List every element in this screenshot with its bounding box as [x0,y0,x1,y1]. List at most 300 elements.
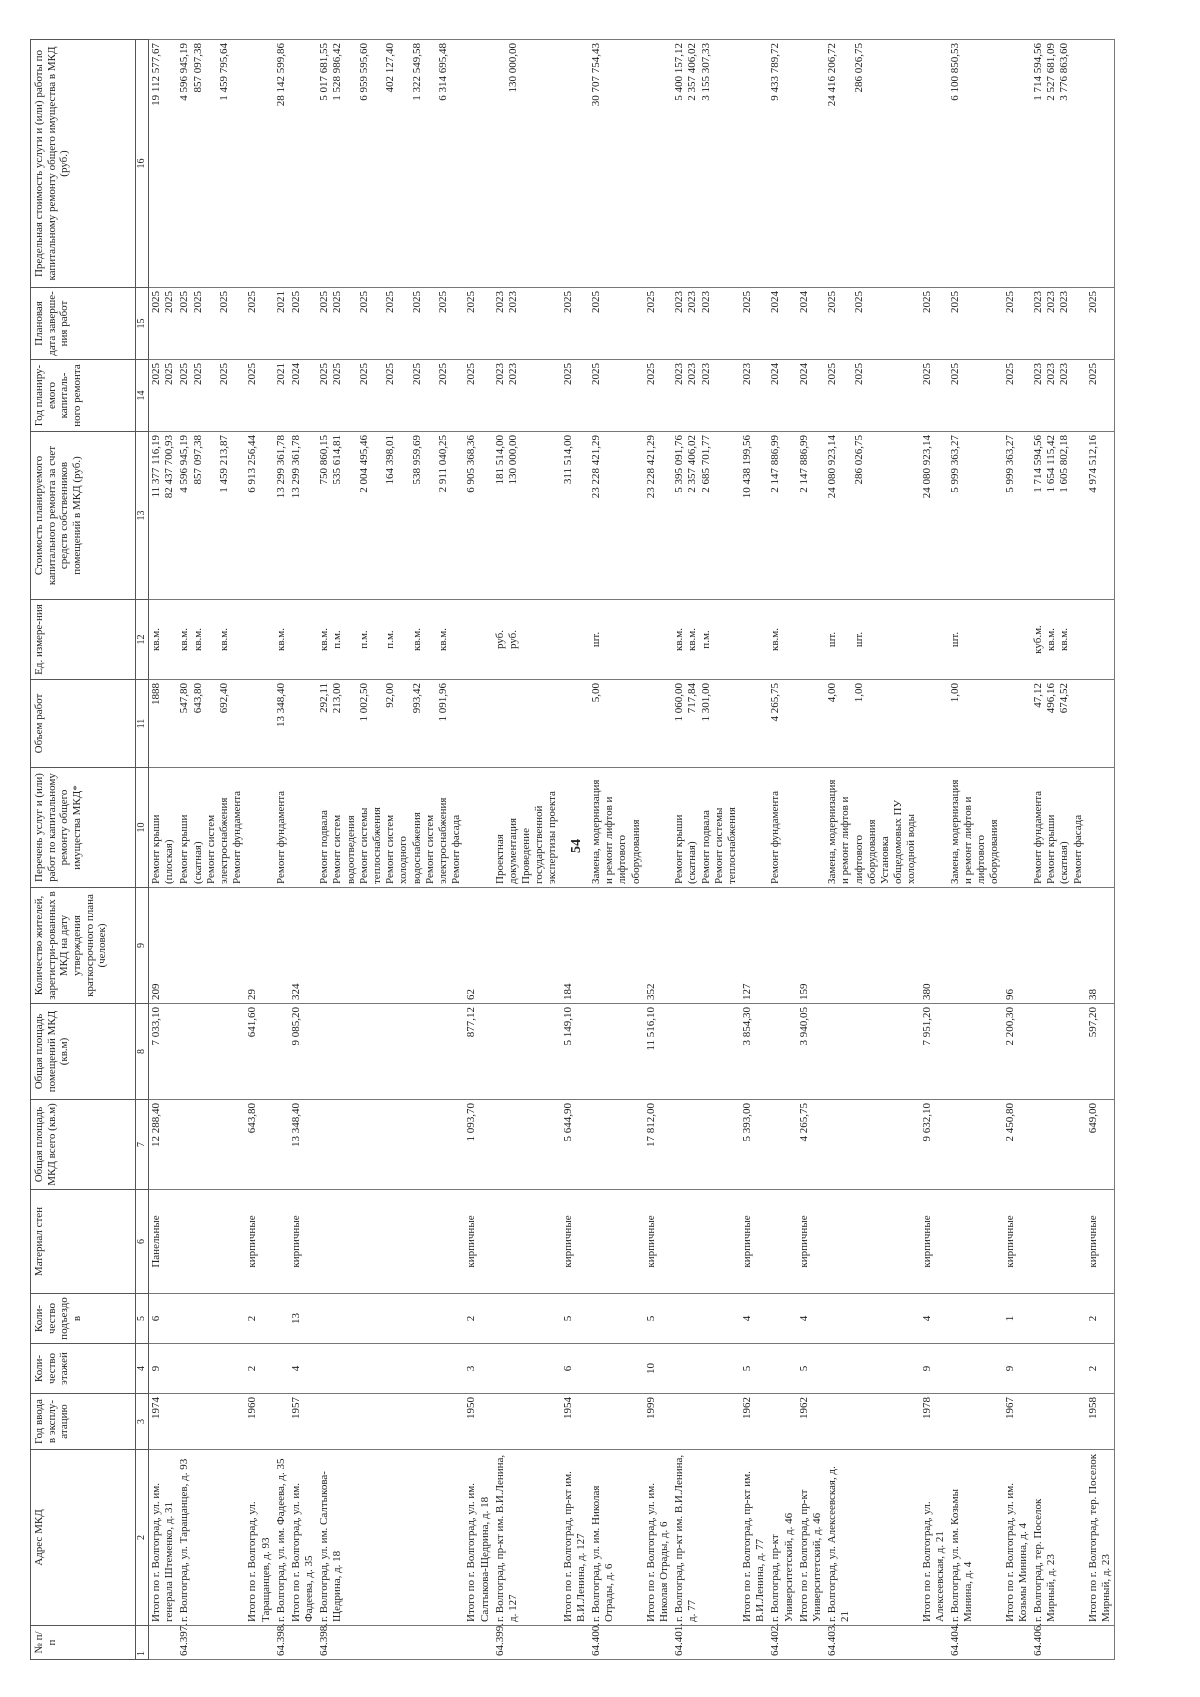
table-row [825,40,919,1660]
work-cell-line: Ремонт систем холодного водоснабжения [384,812,423,884]
premises-area-cell [1031,1004,1086,1100]
premises-area-cell [274,1004,289,1100]
column-header: Коли-чество этажей [31,1344,136,1394]
row-number [464,1626,492,1660]
limit-cost-cell-line: 3 155 307,33 [699,43,712,101]
row-number [1003,1626,1031,1660]
volume-cell-line [205,683,218,764]
year-cell: 1958 [1086,1394,1115,1450]
volume-cell-line: 643,80 [191,683,204,714]
address-cell: Итого по г. Волгоград, ул. им. генерала Штеменко, д. 31 [149,1450,178,1626]
address-cell: Итого по г. Волгоград, ул. им. Фадеева, д. 35 [289,1450,317,1626]
completion-cell [768,288,796,360]
cost-cell-line [397,435,410,596]
column-number: 9 [136,888,149,1004]
column-number: 4 [136,1344,149,1394]
volume-cell-line: 13 348,40 [274,683,287,727]
table-row [768,40,796,1660]
floors-cell [589,1344,644,1394]
planned-year-cell-line: 2023 [1058,363,1071,385]
planned-year-cell-line: 2023 [493,363,506,385]
planned-year-cell-line: 2025 [191,363,204,385]
unit-cell [1086,600,1115,680]
entrances-cell: 13 [289,1294,317,1344]
floors-cell: 9 [149,1344,178,1394]
unit-cell-line: кв.м. [274,628,287,651]
volume-cell-line: 213,00 [331,683,344,714]
limit-cost-cell [274,40,289,288]
volume-cell [493,680,561,768]
unit-cell-line: руб. [506,629,519,650]
volume-cell [1003,680,1031,768]
table-row [274,40,289,1660]
planned-year-cell-line: 2025 [644,363,657,385]
cost-cell-line: 23 228 421,29 [590,435,602,499]
unit-cell-line: куб.м. [1032,625,1044,654]
row-number: 64.402. [768,1626,796,1660]
volume-cell-line: 496,16 [1045,683,1058,714]
volume-cell [289,680,317,768]
entrances-cell [672,1294,740,1344]
premises-area-cell: 11 516,10 [644,1004,672,1100]
planned-year-cell [274,360,289,432]
planned-year-cell-line [371,363,384,428]
row-number [1086,1626,1115,1660]
completion-cell-line: 2025 [178,291,191,313]
column-number: 7 [136,1100,149,1190]
cost-cell-line: 1 714 594,56 [1032,435,1044,493]
material-cell: Панельные [149,1190,178,1294]
work-cell [177,768,245,888]
address-cell: Итого по г. Волгоград, пр-кт Университетский, д. 46 [797,1450,825,1626]
row-number [561,1626,589,1660]
volume-cell-line: 5,00 [590,683,602,703]
planned-year-cell [948,360,1003,432]
floors-cell [274,1344,289,1394]
year-cell: 1962 [740,1394,768,1450]
planned-year-cell [797,360,825,432]
volume-cell-line: 1888 [150,683,162,705]
cost-cell [149,432,178,600]
premises-area-cell: 3 854,30 [740,1004,768,1100]
cost-cell-line: 286 026,75 [852,435,865,485]
floors-cell [317,1344,464,1394]
premises-area-cell [493,1004,561,1100]
cost-cell-line: 5 395 091,76 [673,435,686,493]
entrances-cell: 4 [797,1294,825,1344]
work-cell-line: Замена, модернизация и ремонт лифтов и лифтового оборудования [590,779,642,884]
planned-year-cell-line [397,363,410,428]
work-cell-line: Замена, модернизация и ремонт лифтов и лифтового оборудования [948,779,1001,884]
limit-cost-cell-line: 130 000,00 [506,43,519,93]
volume-cell-line [839,683,852,764]
total-area-cell: 5 644,90 [561,1100,589,1190]
work-cell-line: Ремонт подвала [699,810,712,884]
work-cell [797,768,825,888]
cost-cell-line: 2 147 886,99 [769,435,782,493]
residents-cell [825,888,919,1004]
residents-cell: 209 [149,888,178,1004]
work-cell [920,768,948,888]
volume-cell-line: 1,00 [948,683,961,703]
floors-cell: 2 [245,1344,273,1394]
year-cell [948,1394,1003,1450]
column-number: 15 [136,288,149,360]
row-number: 64.398. [274,1626,289,1660]
material-cell [274,1190,289,1294]
unit-cell-line [371,603,384,676]
table-row [493,40,561,1660]
cost-cell-line: 1 459 213,87 [217,435,230,493]
work-cell [1031,768,1086,888]
row-number: 64.406. [1031,1626,1086,1660]
premises-area-cell: 641,60 [245,1004,273,1100]
unit-cell [797,600,825,680]
unit-cell-line: кв.м. [673,628,686,651]
completion-cell [740,288,768,360]
unit-cell [825,600,919,680]
entrances-cell: 2 [1086,1294,1115,1344]
cost-cell [825,432,919,600]
total-area-cell: 13 348,40 [289,1100,317,1190]
address-cell: г. Волгоград, пр-кт им. В.И.Ленина, д. 77 [672,1450,740,1626]
limit-cost-cell-line: 857 097,38 [191,43,204,93]
unit-cell [644,600,672,680]
volume-cell [177,680,245,768]
address-cell: Итого по г. Волгоград, ул. им. Козьмы Минина, д. 4 [1003,1450,1031,1626]
unit-cell-line [205,603,218,676]
floors-cell: 9 [1003,1344,1031,1394]
cost-cell [589,432,644,600]
completion-cell [493,288,561,360]
planned-year-cell-line [424,363,437,428]
unit-cell-line [424,603,437,676]
work-cell [740,768,768,888]
cost-cell [768,432,796,600]
planned-year-cell-line: 2025 [384,363,397,385]
completion-cell-line: 2025 [1003,291,1016,313]
work-cell-line: Ремонт крыши (скатная) [673,814,699,884]
cost-cell-line: 23 228 421,29 [644,435,657,499]
address-cell: Итого по г. Волгоград, пр-кт им. В.И.Ленина, д. 127 [561,1450,589,1626]
planned-year-cell-line: 2025 [920,363,933,385]
work-cell [149,768,178,888]
material-cell: кирпичные [797,1190,825,1294]
planned-year-cell-line [345,363,358,428]
limit-cost-cell-line: 6 959 595,60 [357,43,370,101]
limit-cost-cell [245,40,273,288]
unit-cell [1003,600,1031,680]
total-area-cell: 1 093,70 [464,1100,492,1190]
limit-cost-cell-line: 286 026,75 [852,43,865,93]
floors-cell [672,1344,740,1394]
column-header: Перечень услуг и (или) работ по капитальному ремонту общего имущества МКД* [31,768,136,888]
planned-year-cell [1031,360,1086,432]
year-cell: 1962 [797,1394,825,1450]
completion-cell-line: 2025 [826,291,839,313]
completion-cell [245,288,273,360]
planned-year-cell-line: 2023 [506,363,519,385]
planned-year-cell [561,360,589,432]
limit-cost-cell-line: 1 322 549,58 [410,43,423,101]
limit-cost-cell-line: 5 017 681,55 [318,43,331,101]
column-header: Общая площадь МКД всего (кв.м) [31,1100,136,1190]
cost-cell-line: 535 614,81 [331,435,344,485]
floors-cell: 3 [464,1344,492,1394]
limit-cost-cell [1086,40,1115,288]
planned-year-cell-line: 2025 [561,363,574,385]
cost-cell-line: 11 377 116,19 [150,435,162,498]
volume-cell-line [371,683,384,764]
address-cell: г. Волгоград, ул. Алексеевская, д. 21 [825,1450,919,1626]
completion-cell-line: 2025 [948,291,961,313]
work-cell [768,768,796,888]
planned-year-cell [493,360,561,432]
floors-cell [493,1344,561,1394]
volume-cell [1031,680,1086,768]
completion-cell [1086,288,1115,360]
unit-cell [177,600,245,680]
entrances-cell [177,1294,245,1344]
table-body [149,40,1115,1660]
work-cell-line: Проектная документация [493,817,519,884]
unit-cell-line: кв.м. [217,628,230,651]
completion-cell-line: 2023 [493,291,506,313]
entrances-cell: 6 [149,1294,178,1344]
cost-cell [797,432,825,600]
planned-year-cell [672,360,740,432]
work-cell [825,768,919,888]
cost-cell [561,432,589,600]
planned-year-cell [464,360,492,432]
planned-year-cell-line: 2023 [686,363,699,385]
completion-cell-line: 2024 [797,291,810,313]
work-cell-line: Ремонт фундамента [274,790,287,884]
limit-cost-cell [317,40,464,288]
planned-year-cell-line: 2025 [410,363,423,385]
completion-cell [825,288,919,360]
volume-cell [589,680,644,768]
limit-cost-cell [561,40,589,288]
floors-cell [1031,1344,1086,1394]
cost-cell-line: 6 913 256,44 [246,435,259,493]
floors-cell: 9 [920,1344,948,1394]
column-header: Количество жителей, зарегистри-рованных в МКД на дату утверждения краткосрочного плана (человек) [31,888,136,1004]
limit-cost-cell [289,40,317,288]
year-cell: 1957 [289,1394,317,1450]
entrances-cell: 4 [740,1294,768,1344]
volume-cell [245,680,273,768]
column-number: 14 [136,360,149,432]
planned-year-cell-line: 2025 [590,363,602,385]
limit-cost-cell-line: 2 527 681,09 [1045,43,1058,101]
material-cell [589,1190,644,1294]
planned-year-cell-line: 2025 [217,363,230,385]
column-header: Ед. измере-ния [31,600,136,680]
year-cell [317,1394,464,1450]
work-cell-line: Ремонт фундамента [769,790,782,884]
limit-cost-cell [1003,40,1031,288]
volume-cell-line: 292,11 [318,683,331,713]
planned-year-cell-line: 2024 [797,363,810,385]
work-cell-line: Ремонт фундамента [1032,790,1044,884]
cost-cell [948,432,1003,600]
completion-cell [1031,288,1086,360]
material-cell: кирпичные [289,1190,317,1294]
floors-cell [825,1344,919,1394]
cost-cell [1086,432,1115,600]
completion-cell-line [345,291,358,356]
work-cell [274,768,289,888]
volume-cell [740,680,768,768]
cost-cell [177,432,245,600]
unit-cell-line: шт. [826,631,839,648]
volume-cell-line: 1 301,00 [699,683,712,722]
limit-cost-cell-line: 1 459 795,64 [217,43,230,101]
material-cell: кирпичные [1086,1190,1115,1294]
address-cell: г. Волгоград, ул. им. Николая Отрады, д. 6 [589,1450,644,1626]
unit-cell-line: кв.м. [436,628,449,651]
entrances-cell [493,1294,561,1344]
unit-cell-line [839,603,852,676]
premises-area-cell [672,1004,740,1100]
limit-cost-cell-line: 6 100 850,53 [948,43,961,101]
planned-year-cell [1086,360,1115,432]
floors-cell [177,1344,245,1394]
volume-cell-line: 692,40 [217,683,230,714]
limit-cost-cell [672,40,740,288]
table-row [1031,40,1086,1660]
completion-cell-line: 2025 [852,291,865,313]
residents-cell [317,888,464,1004]
cost-cell-line [345,435,358,596]
completion-cell-line [424,291,437,356]
completion-cell-line: 2024 [769,291,782,313]
address-cell: г. Волгоград, пр-кт Университетский, д. 46 [768,1450,796,1626]
address-cell: Итого по г. Волгоград, ул. им. Николая Отрады, д. 6 [644,1450,672,1626]
total-area-cell [317,1100,464,1190]
cost-cell-line: 1 654 115,42 [1045,435,1058,493]
work-cell-line: Ремонт крыши (скатная) [178,814,204,884]
row-number [740,1626,768,1660]
limit-cost-cell [177,40,245,288]
unit-cell-line: кв.м. [318,628,331,651]
planned-year-cell-line: 2025 [852,363,865,385]
work-cell-line: Установка общедомовых ПУ холодной воды [878,799,918,884]
limit-cost-cell-line: 4 596 945,19 [178,43,191,101]
cost-cell [245,432,273,600]
residents-cell: 324 [289,888,317,1004]
limit-cost-cell-line: 3 776 863,60 [1058,43,1071,101]
work-cell-line: Ремонт систем электроснабжения [423,797,449,884]
total-area-cell [672,1100,740,1190]
table-row [920,40,948,1660]
column-header: Коли-чество подъездо в [31,1294,136,1344]
entrances-cell [589,1294,644,1344]
cost-cell [1003,432,1031,600]
column-number: 16 [136,40,149,288]
residents-cell: 38 [1086,888,1115,1004]
completion-cell-line: 2023 [1032,291,1044,313]
work-cell [245,768,273,888]
work-cell [493,768,561,888]
work-cell-line: Ремонт фасада [1071,814,1084,884]
cost-cell-line: 13 299 361,78 [289,435,302,499]
premises-area-cell: 597,20 [1086,1004,1115,1100]
planned-year-cell-line: 2025 [178,363,191,385]
address-cell: Итого по г. Волгоград, ул. Алексеевская, д. 21 [920,1450,948,1626]
planned-year-cell [768,360,796,432]
total-area-cell: 2 450,80 [1003,1100,1031,1190]
planned-year-cell [289,360,317,432]
completion-cell [1003,288,1031,360]
column-header: Год ввода в эксплу-атацию [31,1394,136,1450]
address-cell: Итого по г. Волгоград, ул. Таращанцев, д. 93 [245,1450,273,1626]
planned-year-cell-line: 2025 [357,363,370,385]
cost-cell-line [839,435,852,596]
material-cell [493,1190,561,1294]
limit-cost-cell-line [397,43,410,284]
limit-cost-cell-line [494,43,507,284]
year-cell [589,1394,644,1450]
limit-cost-cell [920,40,948,288]
limit-cost-cell-line: 1 714 594,56 [1032,43,1044,101]
volume-cell [561,680,589,768]
material-cell: кирпичные [245,1190,273,1294]
cost-cell-line: 538 959,69 [410,435,423,485]
unit-cell [740,600,768,680]
volume-cell-line: 674,52 [1058,683,1071,714]
planned-year-cell-line: 2023 [741,363,754,385]
completion-cell-line: 2025 [384,291,397,313]
premises-area-cell: 7 033,10 [149,1004,178,1100]
unit-cell [289,600,317,680]
planned-year-cell-line: 2025 [436,363,449,385]
unit-cell-line: п.м. [357,630,370,649]
work-cell-line: Ремонт фасада [450,814,463,884]
row-number [149,1626,178,1660]
header-row [31,40,136,1660]
planned-year-cell [245,360,273,432]
cost-cell-line: 181 514,00 [493,435,506,485]
limit-cost-cell-line [205,43,218,284]
year-cell [274,1394,289,1450]
planned-year-cell-line [205,363,218,428]
unit-cell-line: кв.м. [178,628,191,651]
cost-cell-line: 5 999 363,27 [1003,435,1016,493]
volume-cell-line: 4,00 [826,683,839,703]
completion-cell [920,288,948,360]
column-number: 5 [136,1294,149,1344]
table-row [177,40,245,1660]
unit-cell-line: шт. [590,631,602,648]
material-cell [177,1190,245,1294]
unit-cell [768,600,796,680]
column-number: 3 [136,1394,149,1450]
total-area-cell: 9 632,10 [920,1100,948,1190]
material-cell [948,1190,1003,1294]
volume-cell-line: 1 002,50 [357,683,370,722]
limit-cost-cell-line [345,43,358,284]
cost-cell-line: 2 004 495,46 [357,435,370,493]
cost-cell-line: 6 905 368,36 [465,435,478,493]
table-row [1086,40,1115,1660]
residents-cell: 62 [464,888,492,1004]
column-header: Общая площадь помещений МКД (кв.м) [31,1004,136,1100]
entrances-cell: 4 [920,1294,948,1344]
column-number: 13 [136,432,149,600]
planned-year-cell-line: 2025 [163,363,176,385]
